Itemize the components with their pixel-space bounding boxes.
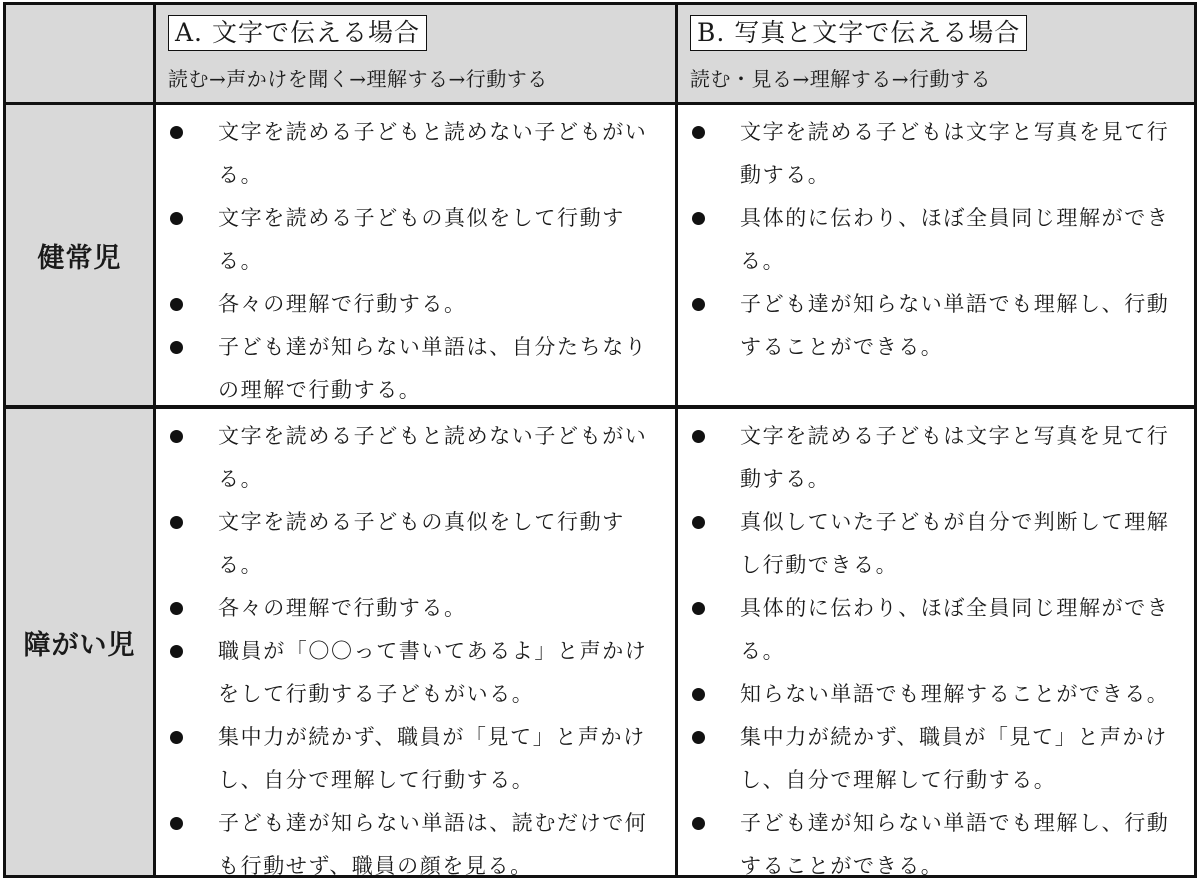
column-a-header — [156, 5, 675, 102]
list-item — [678, 673, 1194, 716]
divider-vertical-1 — [153, 5, 156, 875]
list-item — [156, 283, 675, 326]
divider-horizontal-2 — [6, 405, 1194, 409]
list-item — [678, 501, 1194, 587]
row-header-healthy — [6, 105, 153, 405]
list-item-text: 集中力が続かず、職員が「見て」と声かけし、自分で理解して行動する。 — [218, 725, 646, 792]
bullet-icon — [692, 126, 705, 139]
list-item-text: 子ども達が知らない単語でも理解し、行動することができる。 — [740, 292, 1170, 359]
bullet-icon — [170, 516, 183, 529]
row-label-disabled: 障がい児 — [23, 629, 136, 661]
divider-vertical-2 — [675, 5, 678, 875]
cell-disabled-a — [156, 409, 675, 878]
bullet-icon — [170, 645, 183, 658]
bullet-icon — [692, 731, 705, 744]
bullet-icon — [170, 126, 183, 139]
list-item — [678, 415, 1194, 501]
list-item — [156, 716, 675, 802]
bullet-icon — [692, 602, 705, 615]
bullet-icon — [170, 817, 183, 830]
bullet-icon — [170, 430, 183, 443]
list-item-text: 各々の理解で行動する。 — [218, 292, 467, 316]
list-item — [678, 111, 1194, 197]
bullet-icon — [170, 731, 183, 744]
cell-healthy-b — [678, 105, 1194, 405]
list-healthy-b — [678, 111, 1194, 369]
list-healthy-a — [156, 111, 675, 412]
list-disabled-b — [678, 415, 1194, 888]
list-item — [156, 630, 675, 716]
list-item — [678, 283, 1194, 369]
list-item — [156, 197, 675, 283]
list-item-text: 真似していた子どもが自分で判断して理解し行動できる。 — [740, 510, 1170, 577]
column-a-title: A. 文字で伝える場合 — [168, 15, 427, 51]
list-item-text: 子ども達が知らない単語は、自分たちなりの理解で行動する。 — [218, 335, 648, 402]
bullet-icon — [170, 602, 183, 615]
list-item-text: 文字を読める子どもと読めない子どもがいる。 — [218, 424, 648, 491]
list-item-text: 子ども達が知らない単語は、読むだけで何も行動せず、職員の顔を見る。 — [218, 811, 648, 878]
list-item — [678, 197, 1194, 283]
list-item-text: 子ども達が知らない単語でも理解し、行動することができる。 — [740, 811, 1170, 878]
bullet-icon — [692, 817, 705, 830]
list-item-text: 具体的に伝わり、ほぼ全員同じ理解ができる。 — [740, 596, 1170, 663]
list-item-text: 文字を読める子どもは文字と写真を見て行動する。 — [740, 120, 1170, 187]
list-item-text: 文字を読める子どもの真似をして行動する。 — [218, 510, 625, 577]
list-item — [156, 111, 675, 197]
list-item — [678, 716, 1194, 802]
list-item-text: 知らない単語でも理解することができる。 — [740, 682, 1170, 706]
column-b-title: B. 写真と文字で伝える場合 — [690, 15, 1027, 51]
list-item — [156, 501, 675, 587]
list-disabled-a — [156, 415, 675, 888]
row-header-disabled — [6, 409, 153, 875]
divider-horizontal-1 — [6, 102, 1194, 105]
bullet-icon — [692, 430, 705, 443]
list-item — [156, 326, 675, 412]
list-item — [678, 587, 1194, 673]
list-item-text: 文字を読める子どもと読めない子どもがいる。 — [218, 120, 648, 187]
bullet-icon — [692, 298, 705, 311]
corner-cell — [6, 5, 153, 102]
bullet-icon — [170, 298, 183, 311]
bullet-icon — [692, 516, 705, 529]
cell-healthy-a — [156, 105, 675, 405]
list-item — [156, 587, 675, 630]
row-label-healthy: 健常児 — [37, 242, 122, 274]
list-item — [156, 415, 675, 501]
column-b-header — [678, 5, 1194, 102]
list-item-text: 文字を読める子どもは文字と写真を見て行動する。 — [740, 424, 1170, 491]
list-item — [156, 802, 675, 888]
list-item-text: 文字を読める子どもの真似をして行動する。 — [218, 206, 625, 273]
column-a-subtitle: 読む→声かけを聞く→理解する→行動する — [168, 67, 548, 91]
column-b-subtitle: 読む・見る→理解する→行動する — [690, 67, 992, 91]
list-item — [678, 802, 1194, 888]
list-item-text: 各々の理解で行動する。 — [218, 596, 467, 620]
bullet-icon — [692, 688, 705, 701]
bullet-icon — [170, 212, 183, 225]
cell-disabled-b — [678, 409, 1194, 878]
list-item-text: 職員が「〇〇って書いてあるよ」と声かけをして行動する子どもがいる。 — [218, 639, 648, 706]
list-item-text: 集中力が続かず、職員が「見て」と声かけし、自分で理解して行動する。 — [740, 725, 1168, 792]
list-item-text: 具体的に伝わり、ほぼ全員同じ理解ができる。 — [740, 206, 1170, 273]
comparison-table — [3, 2, 1197, 878]
bullet-icon — [170, 341, 183, 354]
bullet-icon — [692, 212, 705, 225]
